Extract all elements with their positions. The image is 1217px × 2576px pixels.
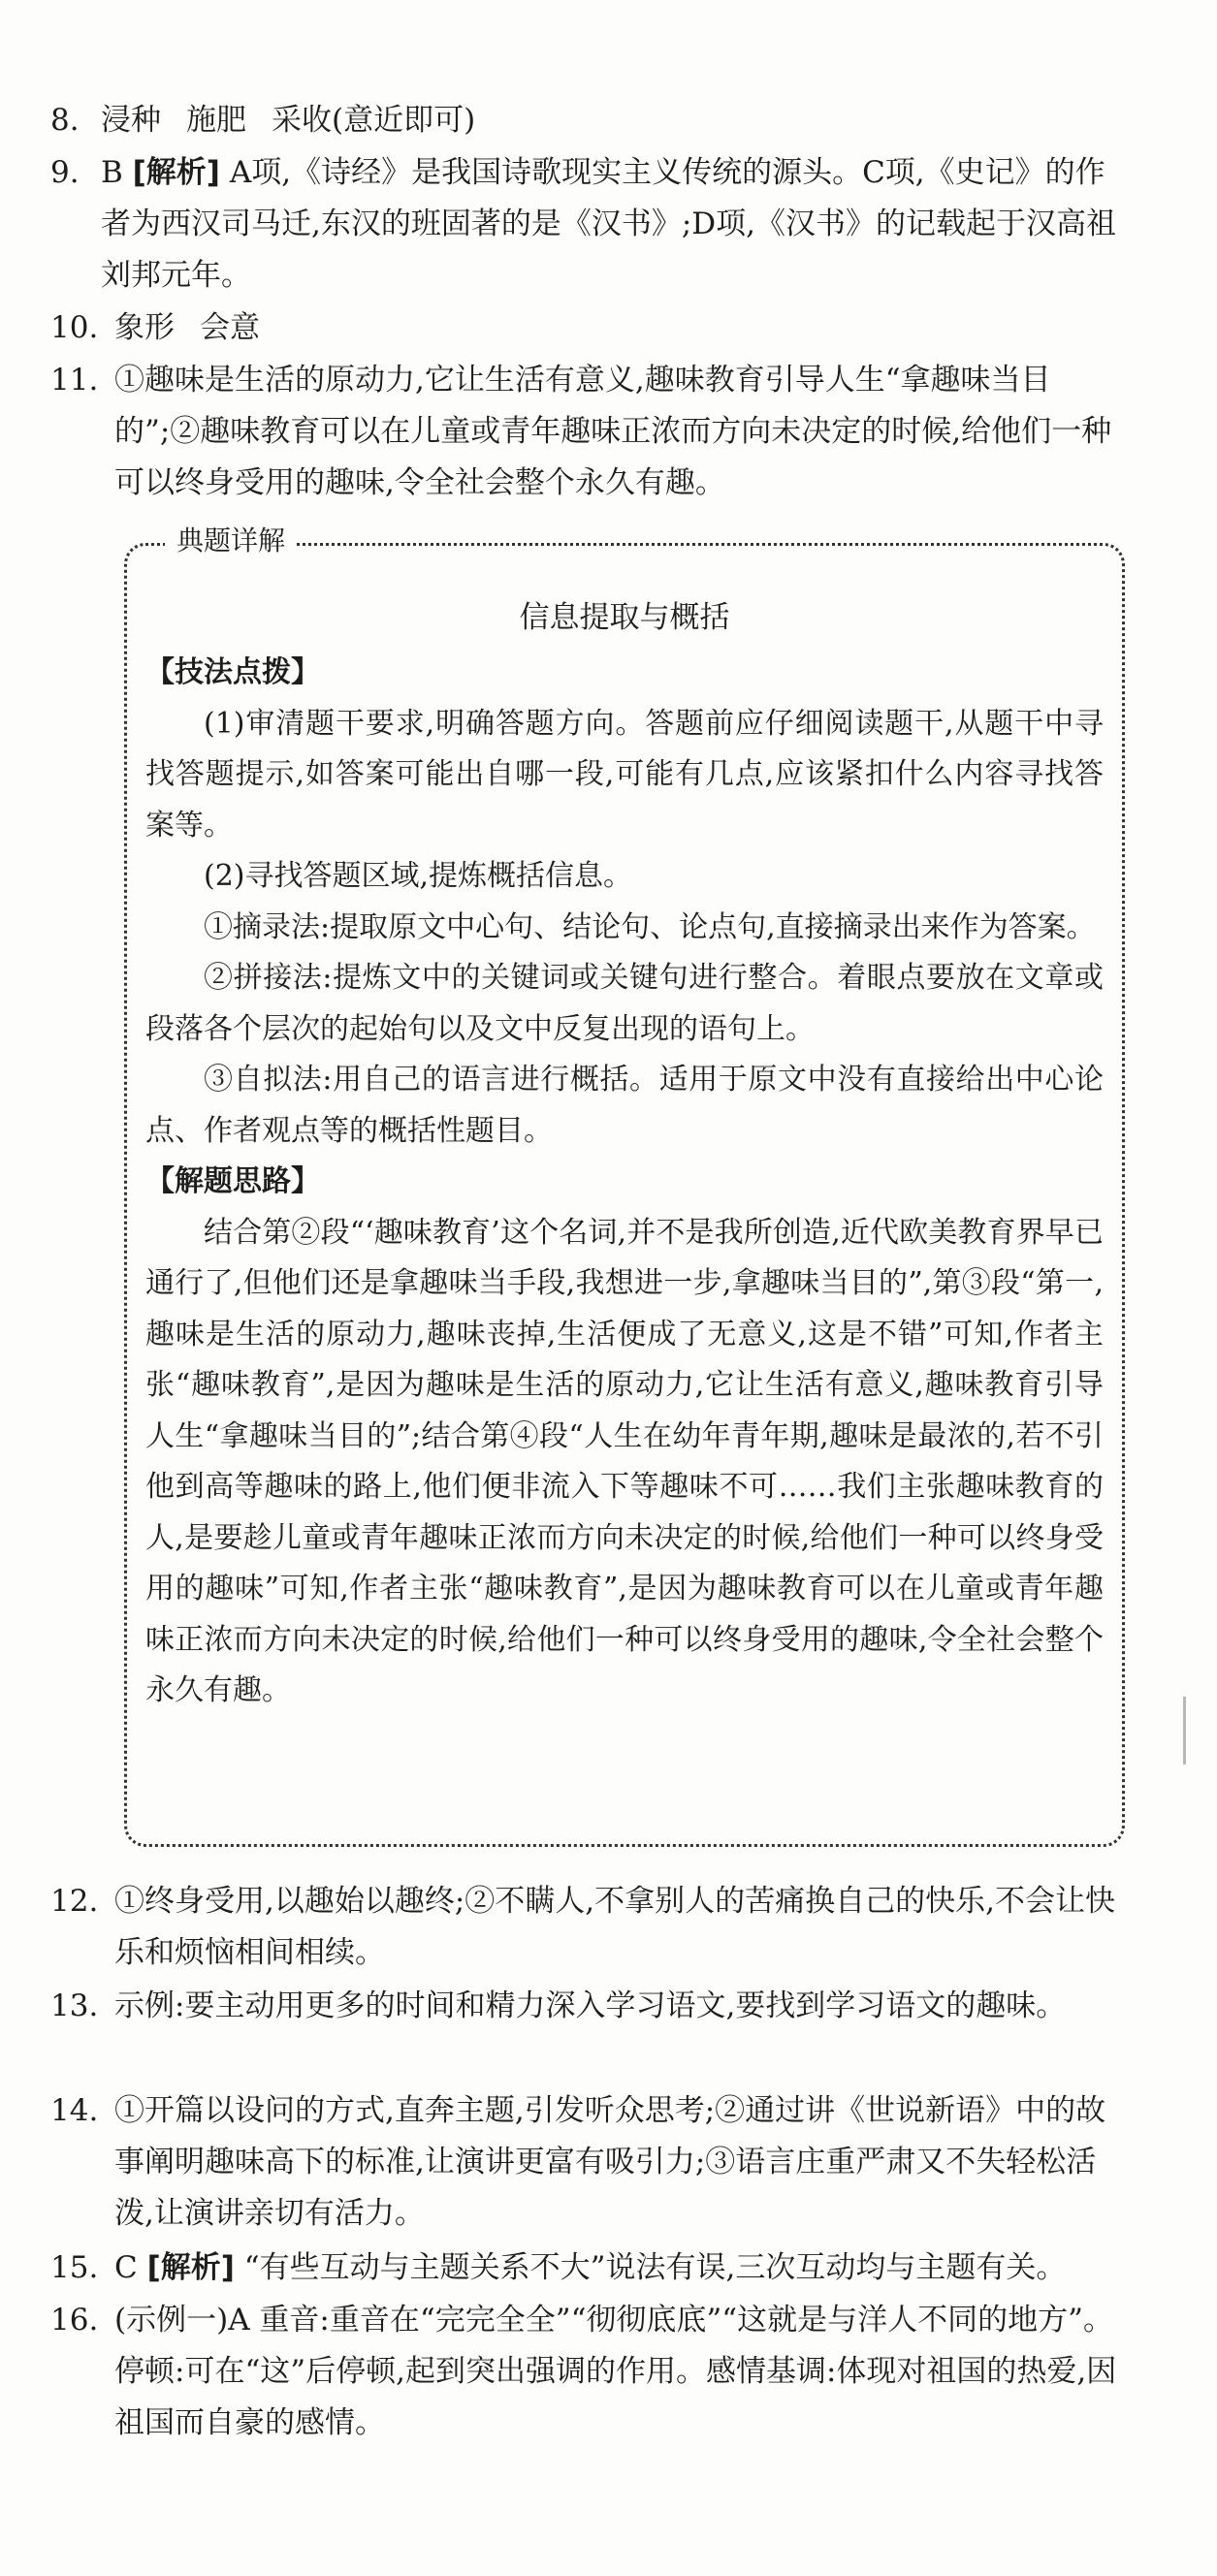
analysis-box-label: 典题详解 [165, 522, 297, 560]
analysis-tag: [解析] [132, 155, 220, 190]
answer-part: 浸种 [101, 103, 161, 138]
answer-text: ①趣味是生活的原动力,它让生活有意义,趣味教育引导人生“拿趣味当目的”;②趣味教育可以在儿童或青年趣味正浓而方向未决定的时候,给他们一种可以终身受用的趣味,令全社会整个永久有趣。 [114, 363, 1112, 500]
approach-paragraph: 结合第②段“‘趣味教育’这个名词,并不是我所创造,近代欧美教育界早已通行了,但他们还是拿趣味当手段,我想进一步,拿趣味当目的”,第③段“第一,趣味是生活的原动力,趣味丧掉,生活便成了无意义,这是不错”可知,作者主张“趣味教育”,是因为趣味是生活的原动力,它让生活有意义,趣味教育引导人生“拿趣味当目的”;结合第④段“人生在幼年青年期,趣味是最浓的,若不引他到高等趣味的路上,他们便非流入下等趣味不可……我们主张趣味教育的人,是要趁儿童或青年趣味正浓而方向未决定的时候,给他们一种可以终身受用的趣味”可知,作者主张“趣味教育”,是因为趣味教育可以在儿童或青年趣味正浓而方向未决定的时候,给他们一种可以终身受用的趣味,令全社会整个永久有趣。 [145, 1215, 1104, 1707]
question-9 [50, 147, 1127, 302]
question-14 [50, 2085, 1127, 2240]
question-number: 10. [50, 310, 99, 345]
answer-text: (示例一)A 重音:重音在“完完全全”“彻彻底底”“这就是与洋人不同的地方”。停顿:可在“这”后停顿,起到突出强调的作用。感情基调:体现对祖国的热爱,因祖国而自豪的感情。 [114, 2303, 1117, 2440]
question-10 [50, 302, 1127, 354]
question-12 [50, 1876, 1127, 1979]
question-number: 12. [50, 1884, 99, 1919]
method-paragraph: (1)审清题干要求,明确答题方向。答题前应仔细阅读题干,从题干中寻找答题提示,如答案可能出自哪一段,可能有几点,应该紧扣什么内容寻找答案等。 [145, 706, 1104, 843]
method-heading: 【技法点拨】 [145, 655, 320, 689]
question-16 [50, 2295, 1127, 2449]
question-number: 16. [50, 2303, 99, 2337]
answer-text: ①开篇以设问的方式,直奔主题,引发听众思考;②通过讲《世说新语》中的故事阐明趣味高下的标准,让演讲更富有吸引力;③语言庄重严肃又不失轻松活泼,让演讲亲切有活力。 [114, 2093, 1106, 2231]
choice-answer: C [114, 2250, 138, 2285]
answer-part: 象形 [114, 310, 175, 345]
answer-part: 会意 [200, 310, 260, 345]
question-number: 14. [50, 2093, 99, 2128]
question-8 [50, 95, 1127, 146]
analysis-box-body [145, 648, 1104, 1717]
method-paragraph: ③自拟法:用自己的语言进行概括。适用于原文中没有直接给出中心论点、作者观点等的概括性题目。 [145, 1063, 1104, 1148]
approach-heading: 【解题思路】 [145, 1164, 320, 1198]
answer-text: “有些互动与主题关系不大”说法有误,三次互动均与主题有关。 [243, 2250, 1067, 2285]
method-paragraph: ②拼接法:提炼文中的关键词或关键句进行整合。着眼点要放在文章或段落各个层次的起始句以及文中反复出现的语句上。 [145, 961, 1104, 1046]
answer-text: A项,《诗经》是我国诗歌现实主义传统的源头。C项,《史记》的作者为西汉司马迁,东汉的班固著的是《汉书》;D项,《汉书》的记载起于汉高祖刘邦元年。 [101, 155, 1117, 293]
analysis-box-title: 信息提取与概括 [519, 600, 730, 635]
answer-part: 采收(意近即可) [272, 103, 476, 138]
question-11 [50, 355, 1127, 509]
question-number: 11. [50, 363, 99, 398]
choice-answer: B [101, 155, 123, 190]
question-number: 9. [50, 155, 80, 190]
answer-part: 施肥 [186, 103, 246, 138]
question-15 [50, 2242, 1127, 2294]
question-13 [50, 1981, 1127, 2032]
method-paragraph: (2)寻找答题区域,提炼概括信息。 [204, 859, 633, 893]
question-number: 15. [50, 2250, 99, 2285]
answer-text: ①终身受用,以趣始以趣终;②不瞒人,不拿别人的苦痛换自己的快乐,不会让快乐和烦恼相间相续。 [114, 1884, 1116, 1970]
answer-text: 示例:要主动用更多的时间和精力深入学习语文,要找到学习语文的趣味。 [114, 1988, 1067, 2023]
question-number: 13. [50, 1988, 99, 2023]
question-number: 8. [50, 103, 80, 138]
scan-artifact [1183, 1697, 1186, 1765]
method-paragraph: ①摘录法:提取原文中心句、结论句、论点句,直接摘录出来作为答案。 [204, 909, 1096, 944]
analysis-tag: [解析] [146, 2250, 235, 2285]
